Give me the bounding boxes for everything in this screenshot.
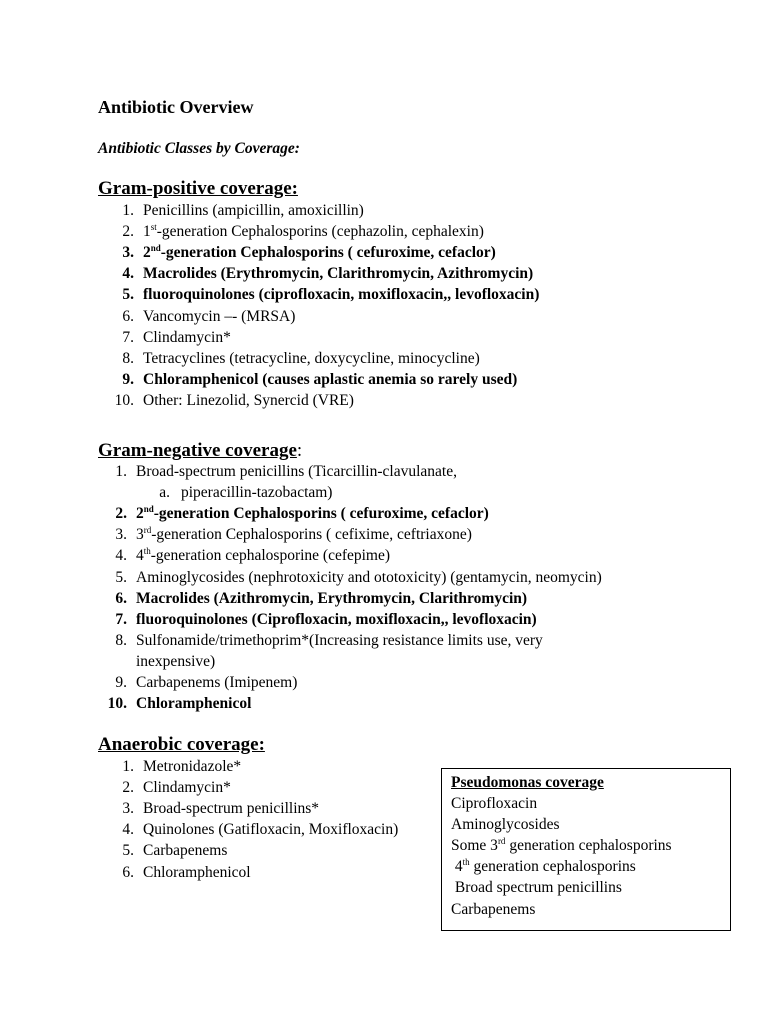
item-content bbox=[143, 285, 539, 305]
box-line bbox=[451, 858, 636, 876]
item-text: 3 bbox=[136, 526, 144, 544]
pseudomonas-box bbox=[441, 768, 731, 931]
item-content bbox=[143, 243, 496, 263]
item-content bbox=[136, 589, 527, 609]
item-content bbox=[136, 673, 297, 693]
item-text: Some 3 bbox=[451, 837, 498, 855]
item-number: 10. bbox=[114, 391, 134, 409]
item-number: 9. bbox=[115, 674, 127, 691]
item-text: fluoroquinolones (Ciprofloxacin, moxifloxacin,, levofloxacin) bbox=[136, 610, 537, 628]
document-subtitle: Antibiotic Classes by Coverage: bbox=[98, 140, 300, 157]
item-content: Broad-spectrum penicillins* bbox=[143, 800, 320, 818]
item-number: 7. bbox=[122, 328, 134, 346]
item-number: 9. bbox=[122, 370, 134, 388]
item-text: inexpensive) bbox=[136, 652, 216, 670]
item-superscript: nd bbox=[150, 243, 161, 254]
item-text: Penicillins (ampicillin, amoxicillin) bbox=[143, 202, 364, 219]
item-content: Metronidazole* bbox=[143, 758, 242, 775]
item-text-continued: -generation Cephalosporins ( cefuroxime, cefaclor) bbox=[160, 244, 496, 262]
item-text: 4 bbox=[136, 547, 144, 565]
item-content bbox=[136, 568, 602, 588]
item-superscript: th bbox=[462, 857, 470, 868]
item-number: 4. bbox=[122, 265, 134, 283]
item-number: 8. bbox=[115, 631, 127, 649]
item-text: fluoroquinolones (ciprofloxacin, moxifloxacin,, levofloxacin) bbox=[143, 286, 540, 304]
item-number: 1. bbox=[122, 202, 134, 219]
item-superscript: rd bbox=[497, 836, 506, 847]
item-number: 4. bbox=[122, 821, 134, 839]
box-line bbox=[451, 816, 560, 834]
box-line bbox=[451, 837, 672, 855]
item-text: Aminoglycosides (nephrotoxicity and ototoxicity) (gentamycin, neomycin) bbox=[136, 568, 602, 586]
item-text: Carbapenems (Imipenem) bbox=[136, 674, 298, 691]
item-text: Clindamycin* bbox=[143, 328, 231, 346]
item-content bbox=[143, 264, 533, 284]
item-number: a. bbox=[159, 484, 170, 502]
box-line bbox=[451, 901, 535, 919]
box-line bbox=[451, 795, 537, 813]
box-line bbox=[451, 879, 622, 897]
item-content bbox=[143, 349, 480, 369]
item-content bbox=[143, 222, 484, 242]
item-text-continued: -generation cephalosporine (cefepime) bbox=[150, 547, 391, 565]
item-superscript: rd bbox=[143, 525, 152, 536]
item-content bbox=[136, 462, 457, 482]
item-text: 1 bbox=[143, 223, 151, 241]
item-number: 1. bbox=[115, 463, 127, 480]
item-text: Carbapenems bbox=[451, 900, 536, 918]
item-text: Other: Linezolid, Synercid (VRE) bbox=[143, 391, 354, 409]
document-title: Antibiotic Overview bbox=[98, 97, 254, 117]
item-content bbox=[136, 631, 543, 651]
item-content bbox=[136, 525, 472, 545]
item-text-continued: -generation Cephalosporins (cephazolin, cephalexin) bbox=[156, 223, 484, 241]
item-number: 3. bbox=[115, 526, 127, 544]
item-content: Chloramphenicol bbox=[143, 863, 251, 881]
item-number: 10. bbox=[107, 695, 127, 713]
item-superscript: th bbox=[143, 546, 151, 557]
gram-negative-heading bbox=[98, 440, 302, 462]
item-text: 2 bbox=[143, 244, 151, 262]
item-content bbox=[143, 201, 364, 221]
item-text: Ciprofloxacin bbox=[451, 795, 538, 812]
item-content bbox=[136, 546, 390, 566]
item-content bbox=[136, 504, 489, 524]
item-text: Macrolides (Azithromycin, Erythromycin, Clarithromycin) bbox=[136, 589, 528, 607]
item-text-continued: -generation Cephalosporins ( cefuroxime, cefaclor) bbox=[153, 505, 489, 523]
item-content bbox=[143, 328, 231, 348]
item-number: 2. bbox=[115, 505, 127, 523]
item-content: Clindamycin* bbox=[143, 779, 231, 797]
item-number: 3. bbox=[122, 800, 134, 818]
item-number: 6. bbox=[122, 863, 134, 881]
item-content bbox=[181, 483, 332, 503]
item-superscript: st bbox=[150, 221, 157, 232]
item-number: 5. bbox=[122, 286, 134, 304]
item-text: Broad spectrum penicillins bbox=[451, 879, 622, 897]
item-number: 6. bbox=[115, 589, 127, 607]
item-content bbox=[136, 610, 537, 630]
item-text: 2 bbox=[136, 505, 144, 523]
item-text: Aminoglycosides bbox=[451, 816, 560, 834]
item-text-continued: -generation Cephalosporins ( cefixime, ceftriaxone) bbox=[151, 526, 472, 544]
item-text-continued: generation cephalosporins bbox=[505, 837, 672, 855]
item-text: Macrolides (Erythromycin, Clarithromycin, Azithromycin) bbox=[143, 265, 534, 283]
item-content bbox=[136, 652, 215, 672]
item-superscript: nd bbox=[143, 504, 154, 515]
item-content: Quinolones (Gatifloxacin, Moxifloxacin) bbox=[143, 821, 399, 839]
item-number: 7. bbox=[115, 610, 127, 628]
gram-positive-heading: Gram-positive coverage: bbox=[98, 178, 298, 199]
item-number: 8. bbox=[122, 349, 134, 367]
item-number: 2. bbox=[122, 779, 134, 797]
item-number: 3. bbox=[122, 244, 134, 262]
gram-negative-heading-text: Gram-negative coverage bbox=[98, 440, 297, 461]
anaerobic-heading: Anaerobic coverage: bbox=[98, 734, 265, 755]
item-text: Sulfonamide/trimethoprim*(Increasing resistance limits use, very bbox=[136, 631, 543, 649]
item-content bbox=[143, 391, 354, 411]
item-number: 2. bbox=[122, 223, 134, 241]
item-content bbox=[143, 370, 517, 390]
item-content bbox=[136, 694, 251, 714]
item-text: Chloramphenicol bbox=[136, 695, 252, 713]
item-text: Vancomycin –- (MRSA) bbox=[143, 307, 296, 325]
gram-negative-heading-colon: : bbox=[296, 440, 303, 461]
item-text: 4 bbox=[451, 858, 463, 876]
item-content bbox=[143, 307, 295, 327]
item-text: Tetracyclines (tetracycline, doxycycline, minocycline) bbox=[143, 349, 480, 367]
item-text: Chloramphenicol (causes aplastic anemia so rarely used) bbox=[143, 370, 518, 388]
item-text: Broad-spectrum penicillins (Ticarcillin-clavulanate, bbox=[136, 463, 457, 480]
item-text: piperacillin-tazobactam) bbox=[181, 484, 333, 502]
item-number: 6. bbox=[122, 307, 134, 325]
item-number: 5. bbox=[115, 568, 127, 586]
item-number: 4. bbox=[115, 547, 127, 565]
item-text-continued: generation cephalosporins bbox=[469, 858, 636, 876]
item-number: 5. bbox=[122, 842, 134, 860]
item-number: 1. bbox=[122, 758, 134, 775]
pseudomonas-box-title: Pseudomonas coverage bbox=[451, 774, 604, 791]
item-content: Carbapenems bbox=[143, 842, 228, 860]
